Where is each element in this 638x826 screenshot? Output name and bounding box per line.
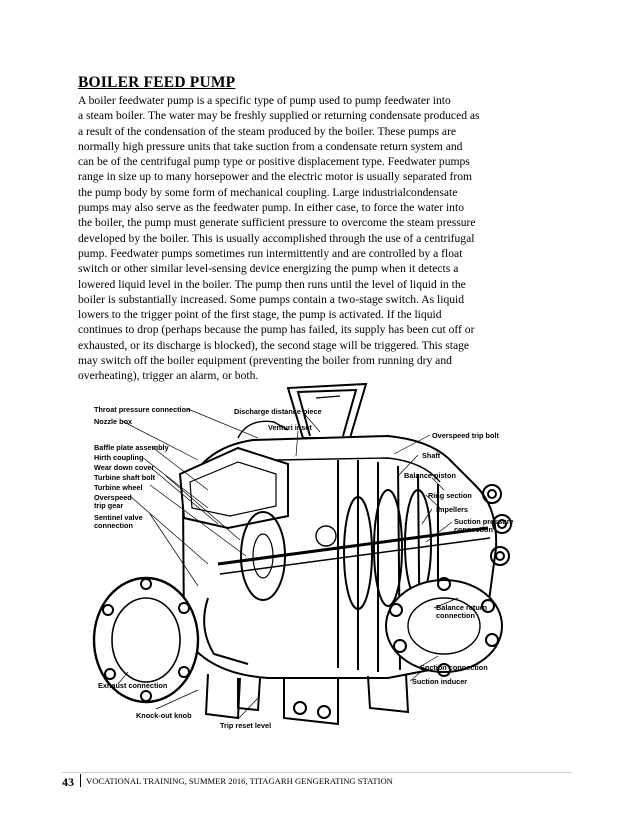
label-turbine-wheel: Turbine wheel (94, 483, 143, 492)
label-impellers: Impellers (436, 505, 469, 514)
label-knock-out-knob: Knock-out knob (136, 711, 192, 720)
paragraph-line: boiler is substantially increased. Some pumps contain a two-stage switch. As liquid (78, 292, 465, 306)
label-balance-return-connection: Balance return (436, 603, 488, 612)
page-number: 43 (62, 775, 74, 789)
label-ring-section: Ring section (428, 491, 472, 500)
footer-text: VOCATIONAL TRAINING, SUMMER 2016, TITAGARH GENGERATING STATION (86, 776, 393, 786)
label-venturi-inset: Venturi inset (268, 423, 312, 432)
footer-separator (80, 774, 81, 787)
label-overspeed-trip-gear-line2: trip gear (94, 501, 124, 510)
label-nozzle-box: Nozzle box (94, 417, 133, 426)
paragraph-line: exhausted, or its discharge is blocked), the second stage will be triggered. This stage (78, 338, 470, 352)
paragraph-line: can be of the centrifugal pump type or positive displacement type. Feedwater pumps (78, 155, 470, 169)
paragraph-line: continues to drop (perhaps because the pump has failed, its supply has been cut off or (78, 323, 475, 337)
label-trip-reset-level: Trip reset level (220, 721, 272, 730)
label-sentinel-valve-connection-line2: connection (94, 521, 133, 530)
pump-cutaway-drawing (88, 378, 540, 752)
paragraph-line: range in size up to many horsepower and the electric motor is usually separated from (78, 170, 473, 184)
pump-cutaway-figure (88, 378, 540, 752)
paragraph-line: A boiler feedwater pump is a specific type of pump used to pump feedwater into (78, 94, 451, 107)
label-shaft: Shaft (422, 451, 441, 460)
paragraph-line: lowered liquid level in the boiler. The pump then runs until the level of liquid in the (78, 277, 466, 291)
paragraph-line: lowers to the trigger point of the first stage, the pump is activated. If the liquid (78, 308, 442, 322)
paragraph-line: developed by the boiler. This is usually accomplished through the use of a centrifugal (78, 231, 475, 245)
label-suction-inducer: Suction inducer (412, 677, 468, 686)
label-suction-pressure-connection-line2: connection (454, 525, 493, 534)
label-overspeed-trip-bolt: Overspeed trip bolt (432, 431, 499, 440)
label-discharge-distance-piece: Discharge distance piece (234, 407, 322, 416)
label-suction-connection: Suction connection (420, 663, 488, 672)
label-baffle-plate-assembly: Baffle plate assembly (94, 443, 169, 452)
page-footer (62, 772, 572, 788)
label-exhaust-connection: Exhaust connection (98, 681, 168, 690)
label-balance-return-connection-line2: connection (436, 611, 475, 620)
page-title: BOILER FEED PUMP (78, 74, 236, 91)
body-paragraph (78, 93, 518, 384)
paragraph-line: the boiler, the pump must generate sufficient pressure to overcome the steam pressure (78, 216, 476, 230)
paragraph-line: pump. Feedwater pumps sometimes run intermittently and are controlled by a float (78, 246, 463, 260)
paragraph-line: the pump body by some form of mechanical coupling. Large industrialcondensate (78, 185, 458, 199)
footer-rule (62, 772, 572, 773)
label-overspeed-trip-gear: Overspeed (94, 493, 132, 502)
paragraph-line: normally high pressure units that take suction from a condensate return system and (78, 139, 463, 153)
label-wear-down-cover: Wear down cover (94, 463, 155, 472)
label-hirth-coupling: Hirth coupling (94, 453, 144, 462)
label-turbine-shaft-bolt: Turbine shaft bolt (94, 473, 156, 482)
paragraph-line: overheating), trigger an alarm, or both. (78, 369, 259, 383)
label-balance-piston: Balance piston (404, 471, 456, 480)
label-throat-pressure-connection: Throat pressure connection (94, 405, 191, 414)
paragraph-line: a result of the condensation of the steam produced by the boiler. These pumps are (78, 124, 457, 138)
paragraph-line: pumps may also serve as the feedwater pump. In either case, to force the water into (78, 201, 464, 215)
paragraph-line: a steam boiler. The water may be freshly supplied or returning condensate produced as (78, 109, 480, 123)
paragraph-line: may switch off the boiler equipment (preventing the boiler from running dry and (78, 354, 452, 368)
label-suction-pressure-connection: Suction pressure (454, 517, 514, 526)
paragraph-line: switch or other similar level-sensing device energizing the pump when it detects a (78, 262, 459, 276)
label-sentinel-valve-connection: Sentinel valve (94, 513, 143, 522)
